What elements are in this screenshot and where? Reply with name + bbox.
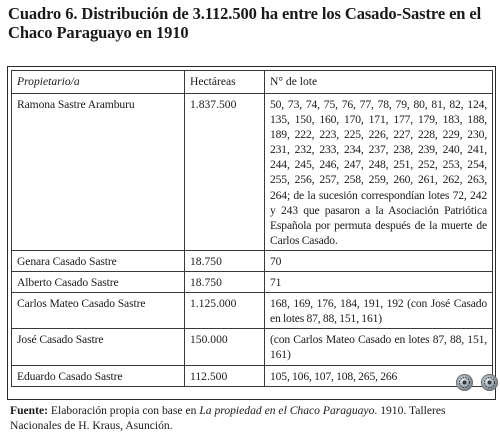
owner-cell: José Casado Sastre [12,329,185,365]
table-row [12,94,493,251]
source-label: Fuente: [10,404,48,417]
lots-cell: (con Carlos Mateo Casado en lotes 87, 88, 151, 161) [265,329,493,365]
distribution-table [11,70,493,387]
lots-cell: 70 [265,250,493,271]
lots-cell: 50, 73, 74, 75, 76, 77, 78, 79, 80, 81, 82, 124, 135, 150, 160, 170, 171, 177, 179, 183, 188, 189, 222, 223, 225, 226, 227, 228, 229, 230, 231, 232, 233, 234, 237, 238, 239, 240, 241, 244, 245, 246, 247, 248, 251, 252, 253, 254, 255, 256, 257, 258, 259, 260, 261, 262, 263, 264; de la sucesión correspondían lotes 72, 242 y 243 que pasaron a la Asociación Patriótica Española por permuta después de la muerte de Carlos Casado. [265,94,493,251]
table-row [12,365,493,386]
table-row [12,272,493,293]
owner-cell: Eduardo Casado Sastre [12,365,185,386]
column-header-hectares: Hectáreas [185,71,265,94]
lots-cell: 168, 169, 176, 184, 191, 192 (con José Casado en lotes 87, 88, 151, 161) [265,293,493,329]
table-title: Cuadro 6. Distribución de 3.112.500 ha entre los Casado-Sastre en el Chaco Paraguayo en 1910 [8,4,482,42]
seal-icon [481,374,498,391]
table-row [12,329,493,365]
owner-cell: Alberto Casado Sastre [12,272,185,293]
hectares-cell: 1.125.000 [185,293,265,329]
table-row [12,250,493,271]
column-header-lots: N° de lote [265,71,493,94]
column-header-owner: Propietario/a [12,71,185,94]
source-text-before: Elaboración propia con base en [48,404,200,417]
source-text-after: . 1910. Talleres Nacionales de H. Kraus, Asunción. [10,404,446,432]
source-note [10,404,490,433]
lots-cell: 105, 106, 107, 108, 265, 266 [265,365,493,386]
seal-icon [456,374,473,391]
owner-cell: Ramona Sastre Aramburu [12,94,185,251]
hectares-cell: 18.750 [185,272,265,293]
owner-cell: Genara Casado Sastre [12,250,185,271]
hectares-cell: 112.500 [185,365,265,386]
lots-cell: 71 [265,272,493,293]
hectares-cell: 18.750 [185,250,265,271]
source-book-title: La propiedad en el Chaco Paraguayo [199,404,375,417]
hectares-cell: 150.000 [185,329,265,365]
owner-cell: Carlos Mateo Casado Sastre [12,293,185,329]
table-header-row [12,71,493,94]
table-frame [7,66,496,400]
hectares-cell: 1.837.500 [185,94,265,251]
table-row [12,293,493,329]
